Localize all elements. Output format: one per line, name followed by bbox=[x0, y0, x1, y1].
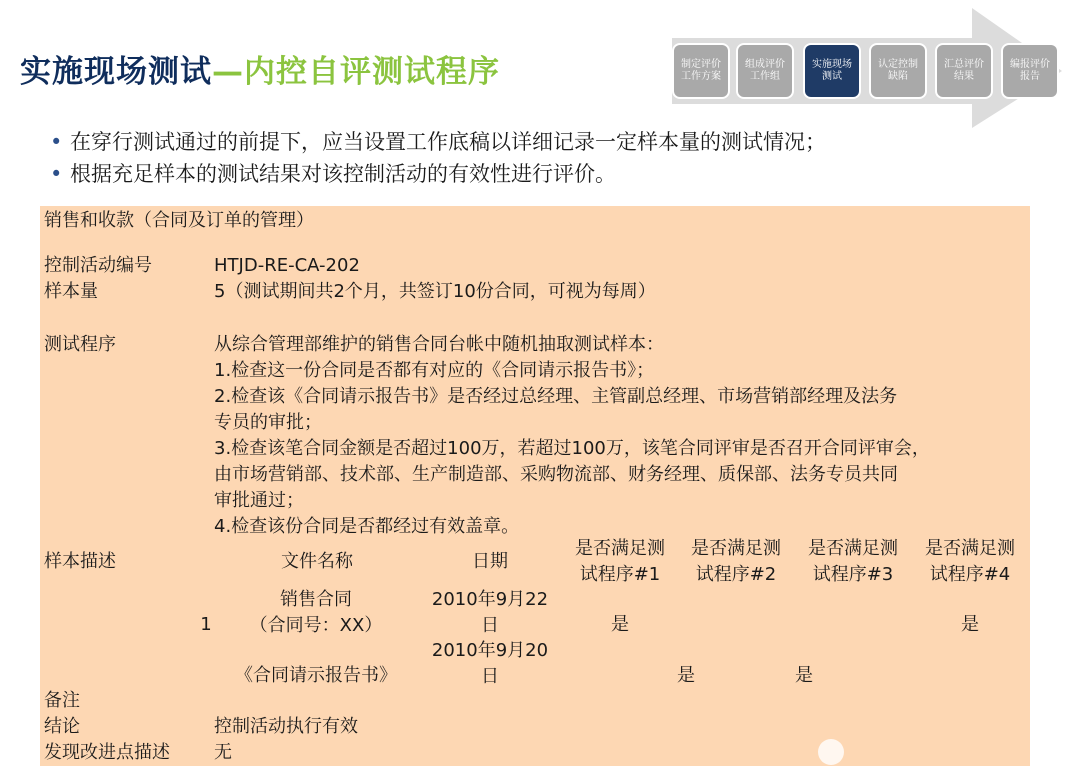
title-sub: —内控自评测试程序 bbox=[212, 54, 500, 90]
procedure-line: 专员的审批； bbox=[214, 412, 322, 433]
bullet-dot-icon: • bbox=[50, 162, 63, 186]
process-step-6[interactable] bbox=[1003, 45, 1057, 97]
bullet-list bbox=[50, 126, 826, 190]
bullet-item bbox=[50, 126, 826, 158]
process-step-2[interactable] bbox=[738, 45, 792, 97]
row-p4-value: 是 bbox=[961, 614, 979, 635]
col-header-line: 试程序#4 bbox=[929, 564, 1011, 585]
procedure-line: 3.检查该笔合同金额是否超过100万，若超过100万，该笔合同评审是否召开合同评审会， bbox=[214, 438, 930, 459]
process-flow bbox=[672, 8, 1064, 128]
process-step-5[interactable] bbox=[937, 45, 991, 97]
procedure-line: 2.检查该《合同请示报告书》是否经过总经理、主管副总经理、市场营销部经理及法务 bbox=[214, 386, 898, 407]
col-procedure-2 bbox=[678, 536, 794, 588]
row-p2-value: 是 bbox=[677, 665, 695, 686]
row-p3-value: 是 bbox=[795, 665, 813, 686]
sample-size-label: 样本量 bbox=[44, 281, 98, 302]
process-step-label: 认定控制缺陷 bbox=[878, 59, 918, 82]
row-p1-value: 是 bbox=[611, 614, 629, 635]
bullet-dot-icon: • bbox=[50, 130, 63, 154]
date-line: 日 bbox=[481, 666, 499, 687]
process-step-label: 编报评价报告 bbox=[1010, 59, 1050, 82]
procedure-line: 1.检查这一份合同是否都有对应的《合同请示报告书》； bbox=[214, 360, 655, 381]
procedure-label: 测试程序 bbox=[44, 334, 116, 355]
process-step-label: 组成评价工作组 bbox=[745, 59, 785, 82]
sample-size-value: 5（测试期间共2个月，共签订10份合同，可视为每周） bbox=[214, 281, 656, 302]
col-header-line: 试程序#1 bbox=[579, 564, 661, 585]
row-index: 1 bbox=[200, 614, 212, 635]
file-line: 销售合同 bbox=[280, 589, 352, 610]
section-title: 销售和收款（合同及订单的管理） bbox=[44, 210, 314, 231]
procedure-line: 从综合管理部维护的销售合同台帐中随机抽取测试样本： bbox=[214, 334, 664, 355]
col-procedure-1 bbox=[562, 536, 678, 588]
date-line: 日 bbox=[481, 615, 499, 636]
watermark-icon bbox=[818, 739, 844, 765]
row-date-2 bbox=[420, 638, 560, 690]
col-date: 日期 bbox=[472, 551, 508, 572]
procedure-line: 由市场营销部、技术部、生产制造部、采购物流部、财务经理、质保部、法务专员共同 bbox=[214, 464, 898, 485]
date-line: 2010年9月22 bbox=[431, 589, 549, 610]
process-step-3-active[interactable] bbox=[805, 45, 859, 97]
date-line: 2010年9月20 bbox=[431, 640, 549, 661]
bullet-text: 根据充足样本的测试结果对该控制活动的有效性进行评价。 bbox=[70, 162, 616, 186]
procedure-line: 4.检查该份合同是否都经过有效盖章。 bbox=[214, 516, 520, 537]
process-step-label: 实施现场测试 bbox=[812, 59, 852, 82]
improvement-label: 发现改进点描述 bbox=[44, 742, 170, 763]
process-step-label: 汇总评价结果 bbox=[944, 59, 984, 82]
col-file-name: 文件名称 bbox=[281, 551, 353, 572]
file-line: （合同号：XX） bbox=[249, 615, 383, 636]
test-procedure-table bbox=[40, 206, 1030, 766]
col-header-line: 是否满足测 bbox=[925, 538, 1015, 559]
procedure-line: 审批通过； bbox=[214, 490, 304, 511]
page-title bbox=[20, 46, 500, 91]
row-file-1 bbox=[226, 587, 406, 639]
col-header-line: 是否满足测 bbox=[575, 538, 665, 559]
process-step-label: 制定评价工作方案 bbox=[681, 59, 721, 82]
col-header-line: 试程序#2 bbox=[695, 564, 777, 585]
control-id-label: 控制活动编号 bbox=[44, 255, 152, 276]
row-date-1 bbox=[420, 587, 560, 639]
col-header-line: 是否满足测 bbox=[808, 538, 898, 559]
conclusion-value: 控制活动执行有效 bbox=[214, 716, 358, 737]
remark-label: 备注 bbox=[44, 690, 80, 711]
col-procedure-4 bbox=[912, 536, 1028, 588]
conclusion-label: 结论 bbox=[44, 716, 80, 737]
improvement-value: 无 bbox=[214, 742, 232, 763]
procedure-text bbox=[214, 332, 930, 540]
title-main: 实施现场测试 bbox=[20, 54, 212, 90]
sample-desc-label: 样本描述 bbox=[44, 551, 116, 572]
process-step-1[interactable] bbox=[674, 45, 728, 97]
bullet-item bbox=[50, 158, 826, 190]
col-header-line: 是否满足测 bbox=[691, 538, 781, 559]
process-step-4[interactable] bbox=[871, 45, 925, 97]
col-procedure-3 bbox=[795, 536, 911, 588]
col-header-line: 试程序#3 bbox=[812, 564, 894, 585]
row-file-2: 《合同请示报告书》 bbox=[235, 665, 397, 686]
bullet-text: 在穿行测试通过的前提下，应当设置工作底稿以详细记录一定样本量的测试情况； bbox=[70, 130, 826, 154]
control-id-value: HTJD-RE-CA-202 bbox=[214, 255, 360, 276]
